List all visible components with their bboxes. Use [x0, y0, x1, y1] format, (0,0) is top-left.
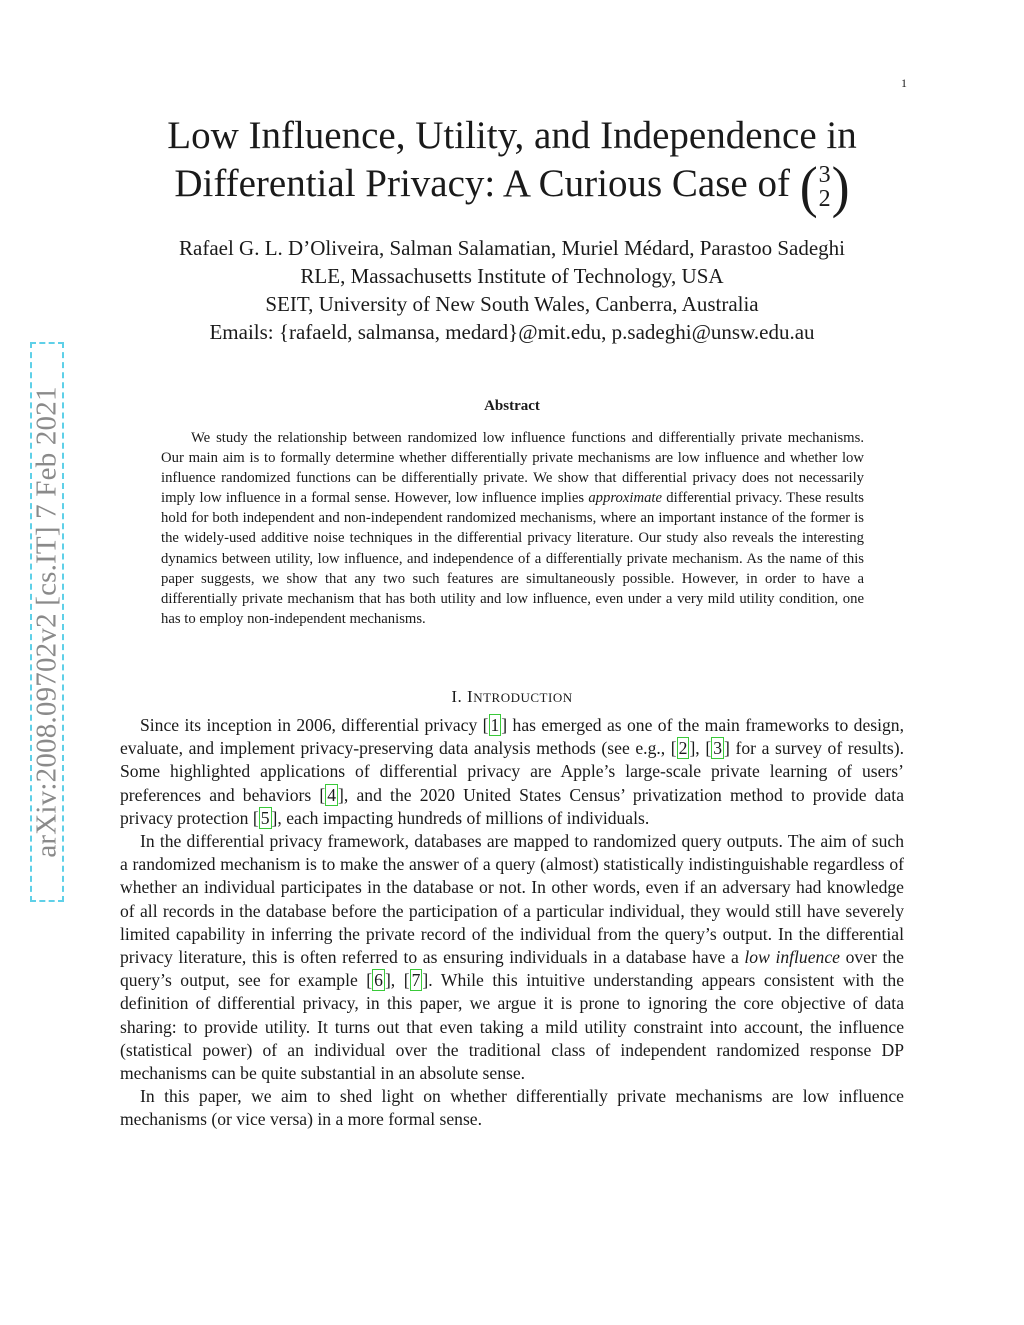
- text-run: Since its inception in 2006, differential privacy [: [140, 715, 489, 735]
- section-initial: I: [467, 687, 474, 706]
- title-line-2: Differential Privacy: A Curious Case of: [174, 162, 790, 205]
- introduction-body: [120, 714, 904, 1132]
- italic-term: low influence: [744, 947, 840, 968]
- binomial-coefficient: ( 3 2 ): [799, 155, 850, 219]
- author-names: Rafael G. L. D’Oliveira, Salman Salamatian, Muriel Médard, Parastoo Sadeghi: [179, 236, 845, 260]
- author-block: [112, 234, 912, 346]
- section-rest: NTRODUCTION: [473, 690, 573, 705]
- text-run: over the query’s output, see for example [: [120, 947, 904, 991]
- citation-link-1[interactable]: 1: [490, 715, 500, 735]
- abstract-italic: approximate: [588, 490, 663, 507]
- citation-link-4[interactable]: 4: [327, 784, 337, 805]
- author-emails: Emails: {rafaeld, salmansa, medard}@mit.edu, p.sadeghi@unsw.edu.au: [209, 320, 815, 344]
- arxiv-stamp: [30, 342, 64, 902]
- citation-link-3[interactable]: 3: [713, 738, 722, 759]
- section-numeral: I.: [451, 687, 468, 706]
- title-line-1: Low Influence, Utility, and Independence in: [167, 114, 857, 157]
- abstract-heading: Abstract: [484, 398, 540, 414]
- arxiv-identifier: arXiv:2008.09702v2 [cs.IT] 7 Feb 2021: [30, 386, 63, 858]
- affiliation-mit: RLE, Massachusetts Institute of Technology, USA: [300, 264, 724, 288]
- text-run: ], each impacting hundreds of millions of individuals.: [271, 807, 650, 828]
- affiliation-unsw: SEIT, University of New South Wales, Canberra, Australia: [265, 292, 759, 316]
- text-run: In the differential privacy framework, databases are mapped to randomized query outputs. The aim of such a randomized mechanism is to make the answer of a query (almost) statistically indistinguishable regardless of whether an individual participates in the database or not. In other words, even if an adversary had knowledge of all records in the database before the participation of a particular individual, they would still have severely limited capability in inferring the private record of the individual from the query’s output. In the differential privacy literature, this is often referred to as ensuring individuals in a database have a: [120, 831, 904, 968]
- text-run: ] has emerged as one of the main frameworks to design, evaluate, and implement privacy-preserving data analysis methods (see e.g., [: [120, 715, 904, 759]
- text-run: ], [: [384, 970, 410, 991]
- citation-link-2[interactable]: 2: [678, 738, 688, 759]
- intro-paragraph-1: [120, 714, 904, 830]
- paper-title: [112, 112, 912, 219]
- abstract-text: [161, 428, 864, 629]
- binom-top: 3: [818, 162, 831, 189]
- text-run: ] for a survey of results). Some highlighted applications of differential privacy are Apple’s large-scale private learning of users’ preferences and behaviors [: [120, 738, 904, 805]
- text-run: ], [: [689, 738, 712, 759]
- citation-link-6[interactable]: 6: [374, 970, 383, 991]
- intro-paragraph-3: In this paper, we aim to shed light on whether differentially private mechanisms are low influence mechanisms (or vice versa) in a more formal sense.: [120, 1086, 904, 1130]
- citation-link-7[interactable]: 7: [411, 970, 421, 991]
- section-heading-introduction: [112, 687, 912, 707]
- text-run: ], and the 2020 United States Census’ privatization method to provide data privacy protection [: [120, 784, 905, 828]
- page-number: 1: [901, 76, 907, 90]
- binom-bottom: 2: [818, 186, 831, 213]
- abstract-part-1: We study the relationship between randomized low influence functions and differentially private mechanisms. Our main aim is to formally determine whether differentially private mechanisms are low influence and whether low influence randomized functions can be differentially private. We show that differential privacy does not necessarily imply low influence in a formal sense. However, low influence implies: [161, 430, 864, 507]
- abstract-part-2: differential privacy. These results hold for both independent and non-independent randomized mechanisms, where an important instance of the former is the widely-used additive noise techniques in the differential privacy literature. Our study also reveals the interesting dynamics between utility, low influence, and independence of a differentially private mechanism. As the name of this paper suggests, we show that any two such features are simultaneously possible. However, in order to have a differentially private mechanism that has both utility and low influence, even under a very mild utility condition, one has to employ non-independent mechanisms.: [161, 490, 864, 627]
- citation-link-5[interactable]: 5: [260, 807, 270, 828]
- intro-paragraph-2: [120, 830, 904, 1085]
- text-run: ]. While this intuitive understanding appears consistent with the definition of differential privacy, in this paper, we argue it is prone to ignoring the core objective of data sharing: to provide utility. It turns out that even taking a mild utility constraint into account, the influence (statistical power) of an individual over the traditional class of independent randomized response DP mechanisms can be quite substantial in an absolute sense.: [120, 970, 905, 1084]
